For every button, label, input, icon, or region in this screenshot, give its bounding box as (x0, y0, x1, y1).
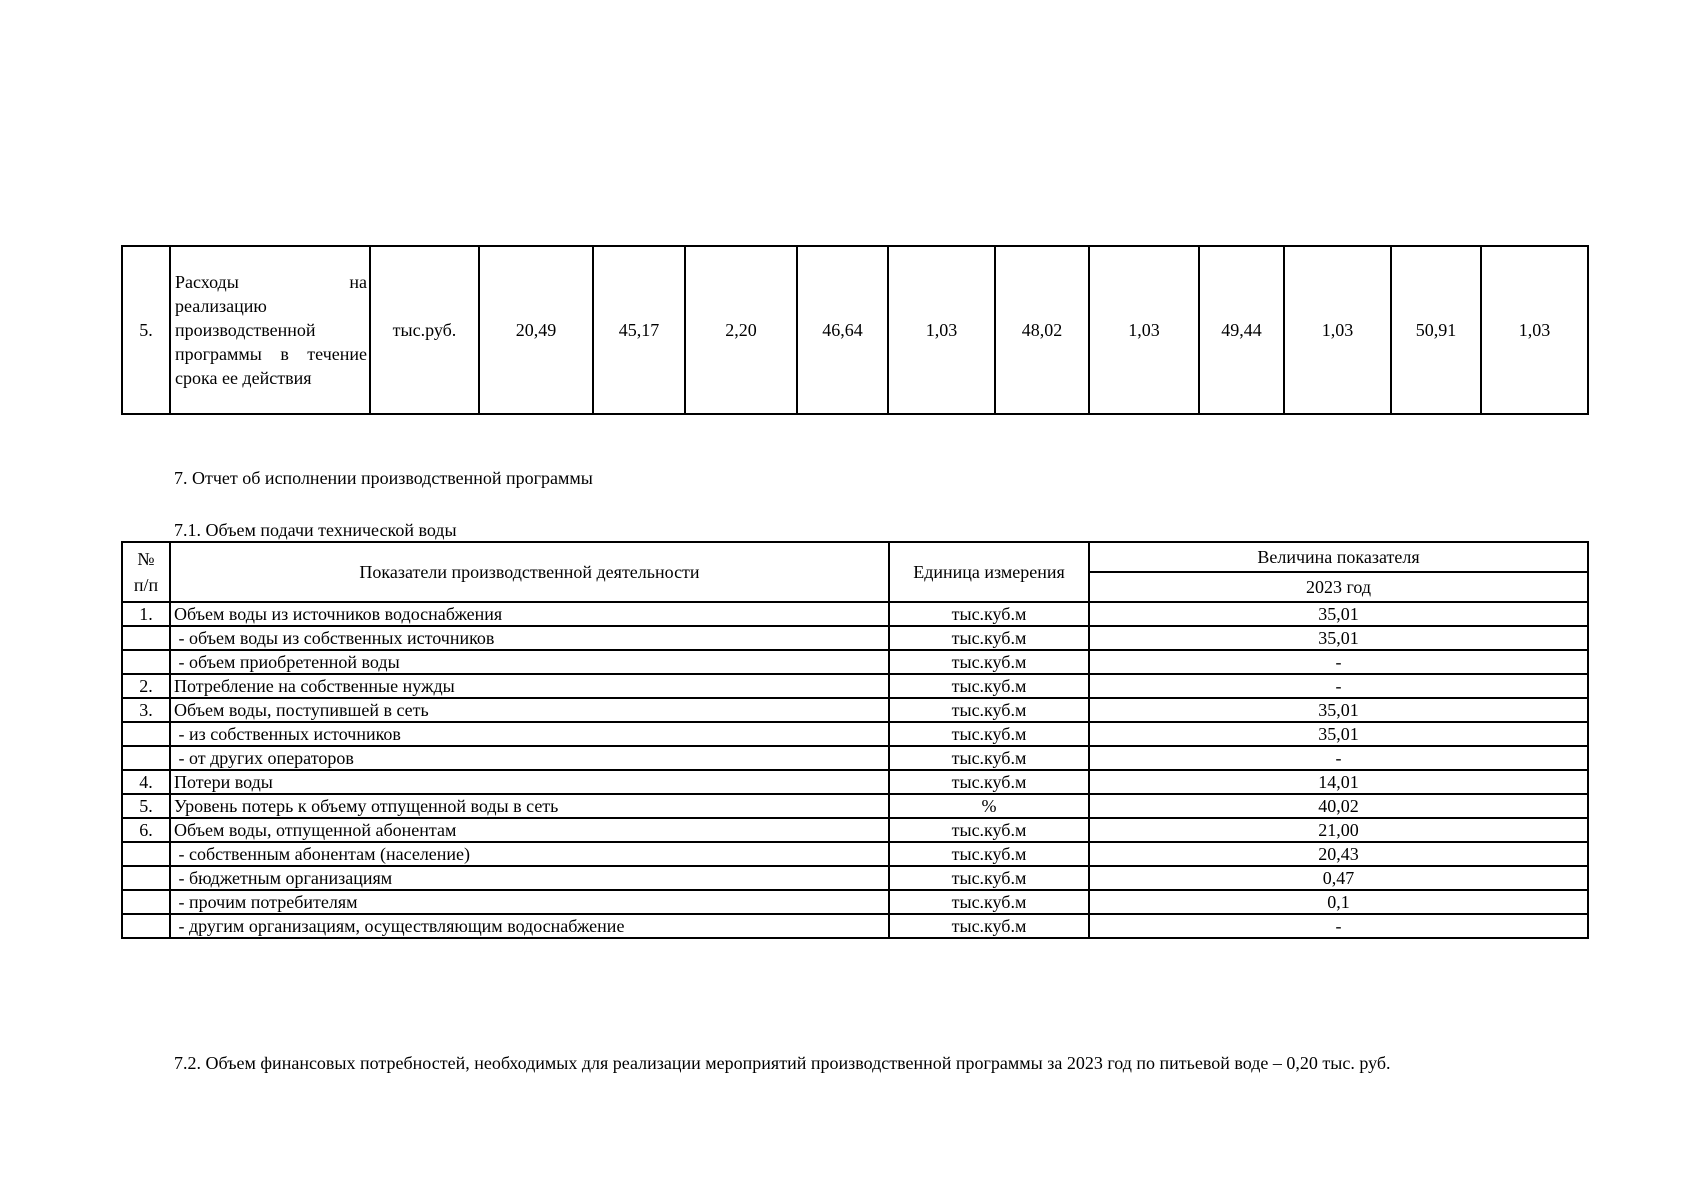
row-name: - другим организациям, осуществляющим водоснабжение (170, 914, 889, 938)
header-num (122, 542, 170, 602)
row-number: 5. (122, 794, 170, 818)
row-number: 2. (122, 674, 170, 698)
row-value: 35,01 (1089, 602, 1588, 626)
row-number (122, 842, 170, 866)
row-value: 48,02 (995, 246, 1089, 414)
row-value: 50,91 (1391, 246, 1481, 414)
table-row (122, 650, 1588, 674)
section-7-1-title: 7.1. Объем подачи технической воды (174, 520, 457, 540)
row-number (122, 746, 170, 770)
row-name: - собственным абонентам (население) (170, 842, 889, 866)
desc-line: реализацию (175, 296, 267, 316)
row-value: 45,17 (593, 246, 685, 414)
header-unit: Единица измерения (889, 542, 1089, 602)
row-unit: тыс.куб.м (889, 602, 1089, 626)
row-description (170, 246, 370, 414)
row-unit: тыс.куб.м (889, 650, 1089, 674)
row-unit: тыс.куб.м (889, 890, 1089, 914)
row-unit: тыс.куб.м (889, 770, 1089, 794)
row-number (122, 650, 170, 674)
row-value: 0,47 (1089, 866, 1588, 890)
row-value: 2,20 (685, 246, 797, 414)
row-unit: тыс.куб.м (889, 698, 1089, 722)
row-value: 1,03 (1089, 246, 1199, 414)
row-name: Объем воды, поступившей в сеть (170, 698, 889, 722)
row-unit: тыс.руб. (370, 246, 479, 414)
desc-line: срока ее действия (175, 368, 312, 388)
row-value: 21,00 (1089, 818, 1588, 842)
desc-line: Расходы на (175, 272, 367, 292)
report-table (121, 541, 1589, 939)
row-value: - (1089, 650, 1588, 674)
row-number (122, 914, 170, 938)
row-name: Объем воды, отпущенной абонентам (170, 818, 889, 842)
section-7-title: 7. Отчет об исполнении производственной программы (174, 468, 593, 488)
desc-line: программы в течение (175, 344, 367, 364)
row-name: Уровень потерь к объему отпущенной воды в сеть (170, 794, 889, 818)
row-value: 40,02 (1089, 794, 1588, 818)
row-value: 20,49 (479, 246, 593, 414)
row-unit: тыс.куб.м (889, 746, 1089, 770)
row-number: 6. (122, 818, 170, 842)
row-value: 35,01 (1089, 722, 1588, 746)
row-value: 35,01 (1089, 626, 1588, 650)
row-unit: тыс.куб.м (889, 674, 1089, 698)
row-name: Потери воды (170, 770, 889, 794)
expenses-row (122, 246, 1588, 414)
row-unit: % (889, 794, 1089, 818)
row-number (122, 626, 170, 650)
row-value: 1,03 (888, 246, 995, 414)
table-row (122, 698, 1588, 722)
row-value: 35,01 (1089, 698, 1588, 722)
row-number: 5. (122, 246, 170, 414)
row-name: - объем воды из собственных источников (170, 626, 889, 650)
header-year: 2023 год (1089, 572, 1588, 602)
row-value: - (1089, 674, 1588, 698)
row-number (122, 890, 170, 914)
row-unit: тыс.куб.м (889, 626, 1089, 650)
row-name: Объем воды из источников водоснабжения (170, 602, 889, 626)
table-row (122, 794, 1588, 818)
row-unit: тыс.куб.м (889, 842, 1089, 866)
header-value: Величина показателя (1089, 542, 1588, 572)
row-name: - прочим потребителям (170, 890, 889, 914)
section-7-2-text: 7.2. Объем финансовых потребностей, необходимых для реализации мероприятий производственной программы за 2023 год по питьевой воде – 0,20 тыс. руб. (174, 1053, 1391, 1073)
row-name: - объем приобретенной воды (170, 650, 889, 674)
row-value: 49,44 (1199, 246, 1284, 414)
expenses-table (121, 245, 1589, 415)
row-name: - из собственных источников (170, 722, 889, 746)
row-unit: тыс.куб.м (889, 866, 1089, 890)
row-number (122, 866, 170, 890)
table-row (122, 674, 1588, 698)
row-value: 1,03 (1481, 246, 1588, 414)
header-num-line: № (137, 549, 155, 569)
row-value: - (1089, 914, 1588, 938)
row-number (122, 722, 170, 746)
row-number: 3. (122, 698, 170, 722)
row-unit: тыс.куб.м (889, 818, 1089, 842)
row-unit: тыс.куб.м (889, 914, 1089, 938)
table-row (122, 722, 1588, 746)
table-row (122, 842, 1588, 866)
table-row (122, 626, 1588, 650)
row-value: - (1089, 746, 1588, 770)
desc-line: производственной (175, 320, 316, 340)
row-number: 4. (122, 770, 170, 794)
row-value: 20,43 (1089, 842, 1588, 866)
row-name: - от других операторов (170, 746, 889, 770)
table-row (122, 818, 1588, 842)
row-unit: тыс.куб.м (889, 722, 1089, 746)
row-value: 1,03 (1284, 246, 1391, 414)
table-row (122, 746, 1588, 770)
table-row (122, 770, 1588, 794)
header-indicator: Показатели производственной деятельности (170, 542, 889, 602)
header-row (122, 542, 1588, 572)
table-row (122, 914, 1588, 938)
row-name: - бюджетным организациям (170, 866, 889, 890)
row-name: Потребление на собственные нужды (170, 674, 889, 698)
table-row (122, 602, 1588, 626)
row-value: 14,01 (1089, 770, 1588, 794)
table-row (122, 890, 1588, 914)
header-num-line: п/п (133, 575, 159, 595)
row-value: 46,64 (797, 246, 888, 414)
row-number: 1. (122, 602, 170, 626)
table-row (122, 866, 1588, 890)
row-value: 0,1 (1089, 890, 1588, 914)
